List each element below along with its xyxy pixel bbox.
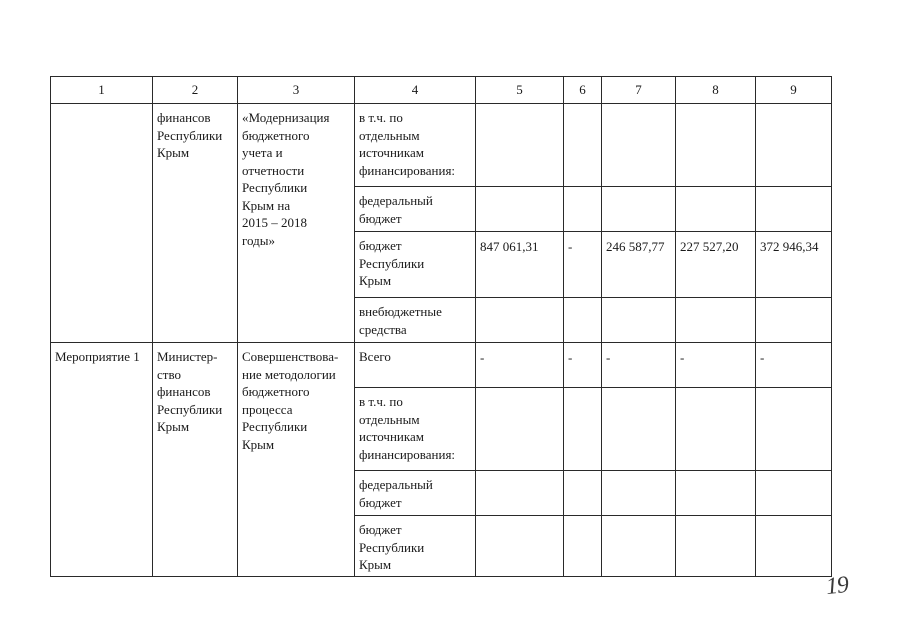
funding-source-cell: в т.ч. по отдельным источникам финансирования: <box>355 388 476 471</box>
header-cell-9: 9 <box>756 77 832 104</box>
value-cell <box>602 516 676 577</box>
value-cell <box>476 187 564 232</box>
header-cell-2: 2 <box>153 77 238 104</box>
header-row <box>51 77 832 104</box>
value-cell <box>564 516 602 577</box>
value-cell: 372 946,34 <box>756 232 832 298</box>
program-name-cell: «Модернизация бюджетного учета и отчетности Республики Крым на 2015 – 2018 годы» <box>238 104 355 343</box>
value-cell: - <box>676 343 756 388</box>
executor-cell: финансов Республики Крым <box>153 104 238 343</box>
value-cell <box>602 471 676 516</box>
value-cell <box>676 298 756 343</box>
value-cell <box>476 471 564 516</box>
value-cell <box>602 298 676 343</box>
value-cell: 246 587,77 <box>602 232 676 298</box>
value-cell <box>564 104 602 187</box>
header-cell-5: 5 <box>476 77 564 104</box>
table-row <box>51 343 832 388</box>
value-cell <box>476 298 564 343</box>
value-cell <box>602 104 676 187</box>
value-cell <box>476 388 564 471</box>
funding-source-cell: федеральный бюджет <box>355 471 476 516</box>
funding-source-cell: федеральный бюджет <box>355 187 476 232</box>
value-cell <box>564 471 602 516</box>
funding-source-cell: внебюджетные средства <box>355 298 476 343</box>
value-cell <box>676 471 756 516</box>
value-cell <box>602 388 676 471</box>
header-cell-7: 7 <box>602 77 676 104</box>
value-cell <box>756 187 832 232</box>
executor-cell: Министер- ство финансов Республики Крым <box>153 343 238 577</box>
value-cell: - <box>602 343 676 388</box>
value-cell <box>756 388 832 471</box>
value-cell <box>756 471 832 516</box>
value-cell: - <box>756 343 832 388</box>
table-row <box>51 104 832 187</box>
funding-source-cell: Всего <box>355 343 476 388</box>
value-cell <box>756 516 832 577</box>
value-cell <box>476 516 564 577</box>
value-cell <box>564 187 602 232</box>
value-cell <box>564 298 602 343</box>
value-cell <box>756 104 832 187</box>
value-cell <box>676 187 756 232</box>
value-cell <box>676 388 756 471</box>
value-cell <box>564 388 602 471</box>
budget-table <box>50 76 832 577</box>
value-cell <box>756 298 832 343</box>
header-cell-1: 1 <box>51 77 153 104</box>
event-name-cell: Совершенствова- ние методологии бюджетного процесса Республики Крым <box>238 343 355 577</box>
value-cell <box>676 516 756 577</box>
event-cell <box>51 104 153 343</box>
value-cell: 847 061,31 <box>476 232 564 298</box>
header-cell-3: 3 <box>238 77 355 104</box>
header-cell-6: 6 <box>564 77 602 104</box>
event-cell: Мероприятие 1 <box>51 343 153 577</box>
value-cell: - <box>564 343 602 388</box>
value-cell <box>676 104 756 187</box>
funding-source-cell: бюджет Республики Крым <box>355 516 476 577</box>
page-number: 19 <box>824 571 850 601</box>
header-cell-4: 4 <box>355 77 476 104</box>
value-cell: - <box>476 343 564 388</box>
funding-source-cell: в т.ч. по отдельным источникам финансирования: <box>355 104 476 187</box>
value-cell: - <box>564 232 602 298</box>
header-cell-8: 8 <box>676 77 756 104</box>
funding-source-cell: бюджет Республики Крым <box>355 232 476 298</box>
value-cell: 227 527,20 <box>676 232 756 298</box>
value-cell <box>476 104 564 187</box>
value-cell <box>602 187 676 232</box>
